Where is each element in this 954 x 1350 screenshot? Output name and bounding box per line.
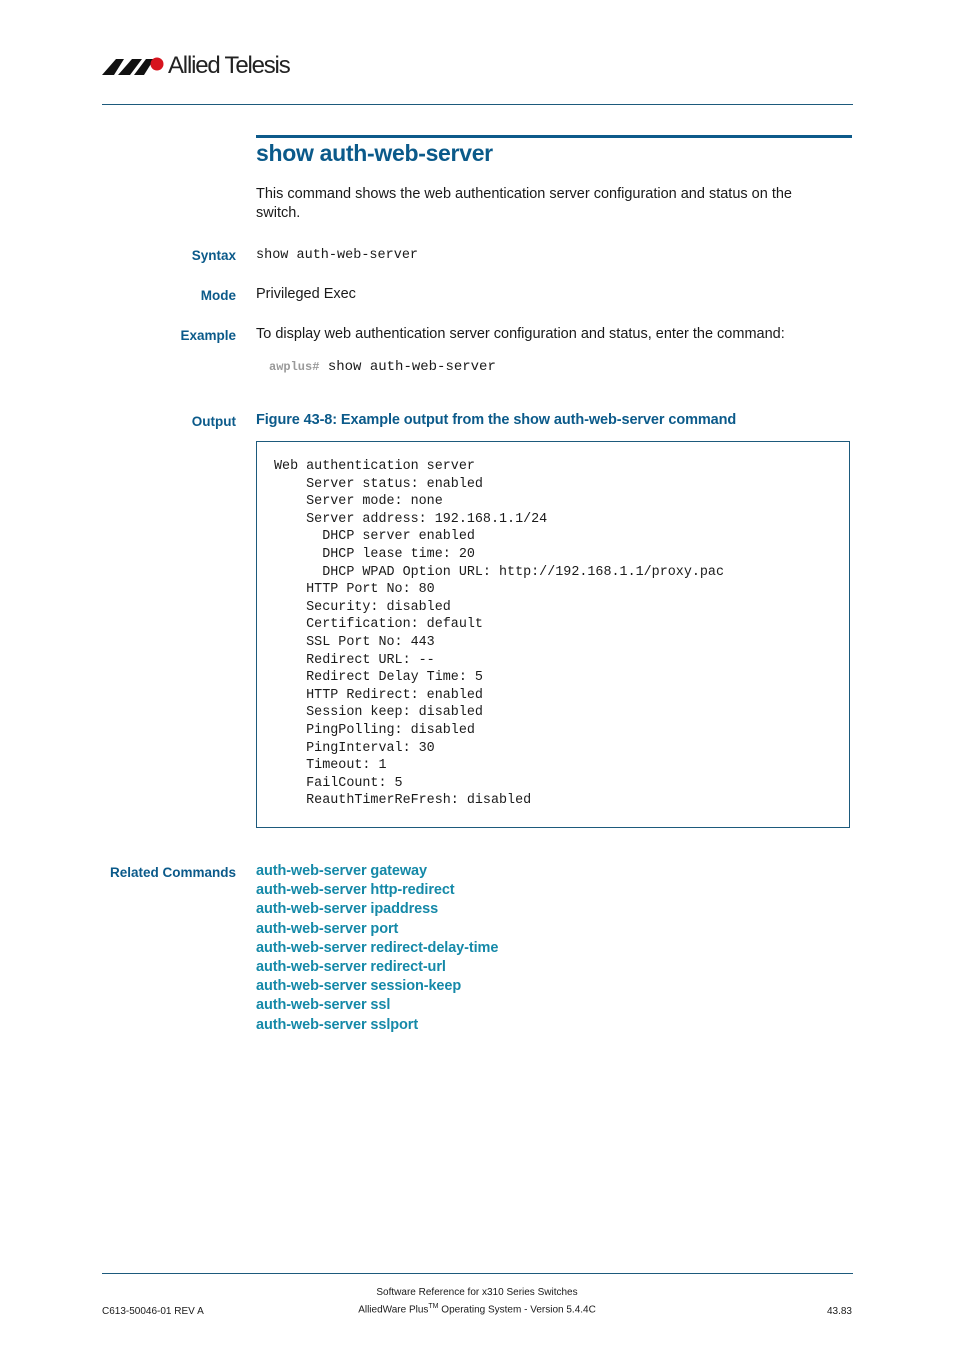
related-command-link[interactable]: auth-web-server redirect-delay-time	[256, 939, 499, 956]
footer-divider	[102, 1273, 853, 1274]
related-command-link[interactable]: auth-web-server ssl	[256, 997, 391, 1014]
figure-caption: Figure 43-8: Example output from the show auth-web-server command	[256, 412, 737, 428]
footer-product: AlliedWare Plus	[358, 1304, 429, 1316]
related-command-link[interactable]: auth-web-server redirect-url	[256, 959, 446, 976]
mode-label: Mode	[200, 288, 236, 303]
output-box	[256, 441, 850, 828]
syntax-label: Syntax	[191, 248, 236, 263]
command-description: This command shows the web authentication server configuration and status on the switch.	[256, 186, 792, 221]
footer-trademark: TM	[428, 1303, 439, 1310]
footer-doc-title: Software Reference for x310 Series Switches	[376, 1287, 578, 1298]
related-command-link[interactable]: auth-web-server port	[256, 920, 399, 937]
footer-version: Operating System - Version 5.4.4C	[438, 1304, 596, 1316]
header-divider	[102, 104, 853, 105]
example-text: To display web authentication server configuration and status, enter the command:	[256, 326, 785, 342]
related-command-link[interactable]: auth-web-server ipaddress	[256, 901, 439, 918]
cli-prompt: awplus#	[269, 360, 320, 374]
logo-text: Allied Telesis	[168, 52, 290, 79]
related-commands-list	[256, 862, 498, 1035]
related-command-link[interactable]: auth-web-server session-keep	[256, 978, 462, 995]
footer-doc-id: C613-50046-01 REV A	[102, 1306, 204, 1317]
related-command-link[interactable]: auth-web-server gateway	[256, 863, 427, 879]
example-label: Example	[180, 328, 236, 343]
footer-page-number: 43.83	[826, 1306, 852, 1317]
related-command-link[interactable]: auth-web-server http-redirect	[256, 882, 455, 899]
related-commands-label: Related Commands	[109, 865, 236, 880]
syntax-value: show auth-web-server	[256, 248, 419, 263]
title-rule	[256, 135, 852, 138]
related-command-link[interactable]: auth-web-server sslport	[256, 1016, 419, 1033]
mode-value: Privileged Exec	[256, 286, 356, 302]
cli-command: show auth-web-server	[327, 359, 496, 375]
output-text: Web authentication server Server status: enabled Server mode: none Server address: 192.168.1.1/24 DHCP server enabled DHCP lease time: 20 DHCP WPAD Option URL: http://192.168.1.1/proxy.pac HTTP Port No: 80 Security: disabled Certification: default SSL Port No: 443 Redirect URL: -- Redirect Delay Time: 5 HTTP Redirect: enabled Session keep: disabled PingPolling: disabled PingInterval: 30 Timeout: 1 FailCount: 5 ReauthTimerReFresh: disabled	[274, 459, 724, 809]
page-title: show auth-web-server	[256, 140, 493, 166]
output-label: Output	[191, 414, 236, 429]
footer-os-version	[300, 1303, 654, 1315]
allied-telesis-logo-mark-icon	[102, 55, 164, 77]
company-logo	[102, 52, 290, 80]
example-command	[269, 359, 496, 375]
